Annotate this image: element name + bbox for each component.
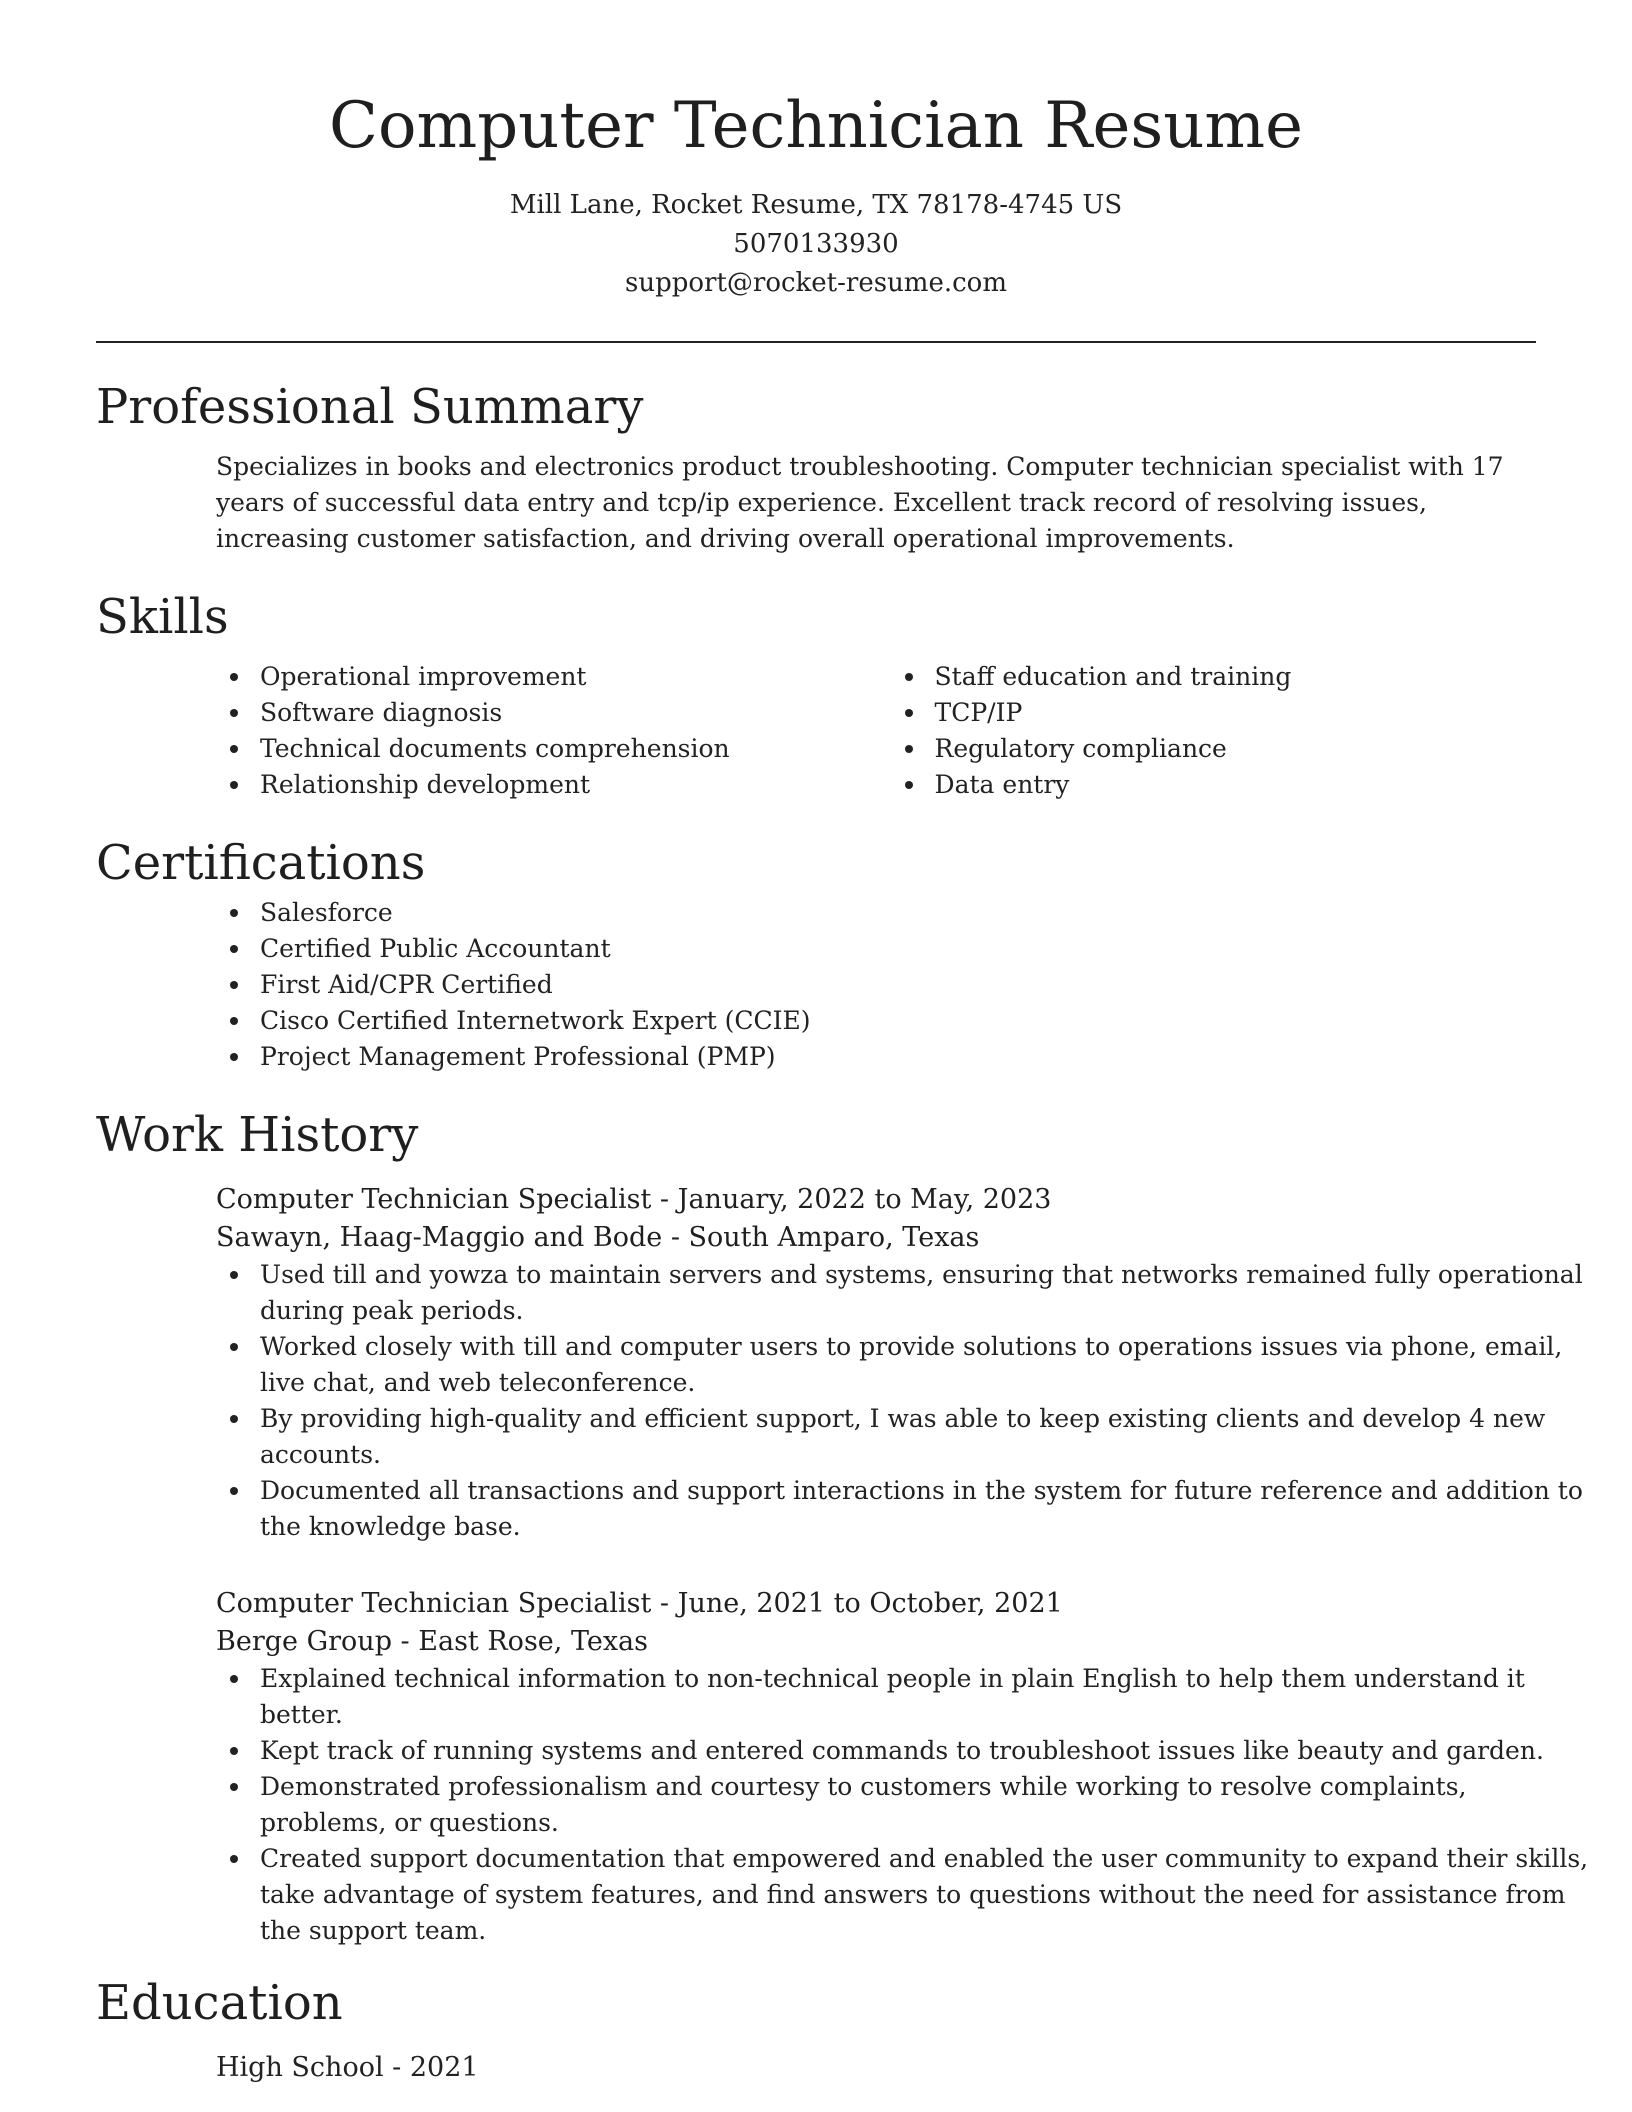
skill-item: Relationship development [260,767,891,803]
contact-block [96,186,1536,303]
contact-phone: 5070133930 [733,229,899,259]
work-history-body [96,1181,1589,1949]
job-title-line: Computer Technician Specialist - January, 2022 to May, 2023 [216,1184,1052,1215]
summary-text: Specializes in books and electronics product troubleshooting. Computer technician specialist with 17 years of successful data entry and tcp/ip experience. Excellent track record of resolving issues, increasing customer satisfaction, and driving overall operational improvements. [216,452,1504,553]
skills-section [96,585,1536,803]
job-company-line: Sawayn, Haag-Maggio and Bode - South Amparo, Texas [216,1222,980,1253]
job-bullet: Used till and yowza to maintain servers and systems, ensuring that networks remained fully operational during peak periods. [260,1257,1590,1329]
job-bullets [216,1661,1590,1949]
skill-item: Regulatory compliance [935,731,1536,767]
work-history-heading: Work History [96,1107,419,1163]
summary-heading: Professional Summary [96,379,644,435]
header-divider [96,341,1536,343]
certifications-body [96,895,1536,1075]
job-bullets [216,1257,1590,1545]
skills-column-2 [891,659,1536,803]
resume-header [96,0,1536,303]
certifications-heading: Certifications [96,835,426,891]
job-bullet: By providing high-quality and efficient support, I was able to keep existing clients and develop 4 new accounts. [260,1401,1590,1473]
skill-item: Software diagnosis [260,695,891,731]
skill-item: Technical documents comprehension [260,731,891,767]
skills-column-1 [216,659,891,803]
education-section [96,1971,1536,2087]
skill-item: TCP/IP [935,695,1536,731]
work-history-section [96,1103,1589,1949]
certifications-list [216,895,1536,1075]
certification-item: First Aid/CPR Certified [260,967,1536,1003]
certification-item: Certified Public Accountant [260,931,1536,967]
job-bullet: Demonstrated professionalism and courtesy to customers while working to resolve complaints, problems, or questions. [260,1769,1590,1841]
skills-heading: Skills [96,589,229,645]
contact-address: Mill Lane, Rocket Resume, TX 78178-4745 US [509,190,1123,220]
job-bullet: Worked closely with till and computer users to provide solutions to operations issues via phone, email, live chat, and web teleconference. [260,1329,1590,1401]
job-bullet: Kept track of running systems and entered commands to troubleshoot issues like beauty and garden. [260,1733,1590,1769]
certification-item: Cisco Certified Internetwork Expert (CCIE) [260,1003,1536,1039]
skill-item: Data entry [935,767,1536,803]
skill-item: Staff education and training [935,659,1536,695]
job-entry [216,1585,1589,1949]
certification-item: Project Management Professional (PMP) [260,1039,1536,1075]
resume-page [96,0,1589,2087]
job-company-line: Berge Group - East Rose, Texas [216,1626,649,1657]
job-bullet: Explained technical information to non-technical people in plain English to help them understand it better. [260,1661,1590,1733]
education-entry: High School - 2021 [216,2052,479,2083]
summary-section [96,375,1536,557]
certification-item: Salesforce [260,895,1536,931]
job-title-line: Computer Technician Specialist - June, 2021 to October, 2021 [216,1588,1063,1619]
skills-columns [216,659,1536,803]
education-body [96,2049,1536,2087]
resume-title: Computer Technician Resume [329,89,1303,163]
certifications-section [96,831,1536,1075]
education-heading: Education [96,1975,343,2031]
contact-email: support@rocket-resume.com [624,268,1007,298]
job-bullet: Documented all transactions and support interactions in the system for future reference and addition to the knowledge base. [260,1473,1590,1545]
job-entry [216,1181,1583,1545]
skills-body [96,659,1536,803]
summary-body [96,449,1536,557]
skill-item: Operational improvement [260,659,891,695]
job-bullet: Created support documentation that empowered and enabled the user community to expand their skills, take advantage of system features, and find answers to questions without the need for assistance from the support team. [260,1841,1590,1949]
